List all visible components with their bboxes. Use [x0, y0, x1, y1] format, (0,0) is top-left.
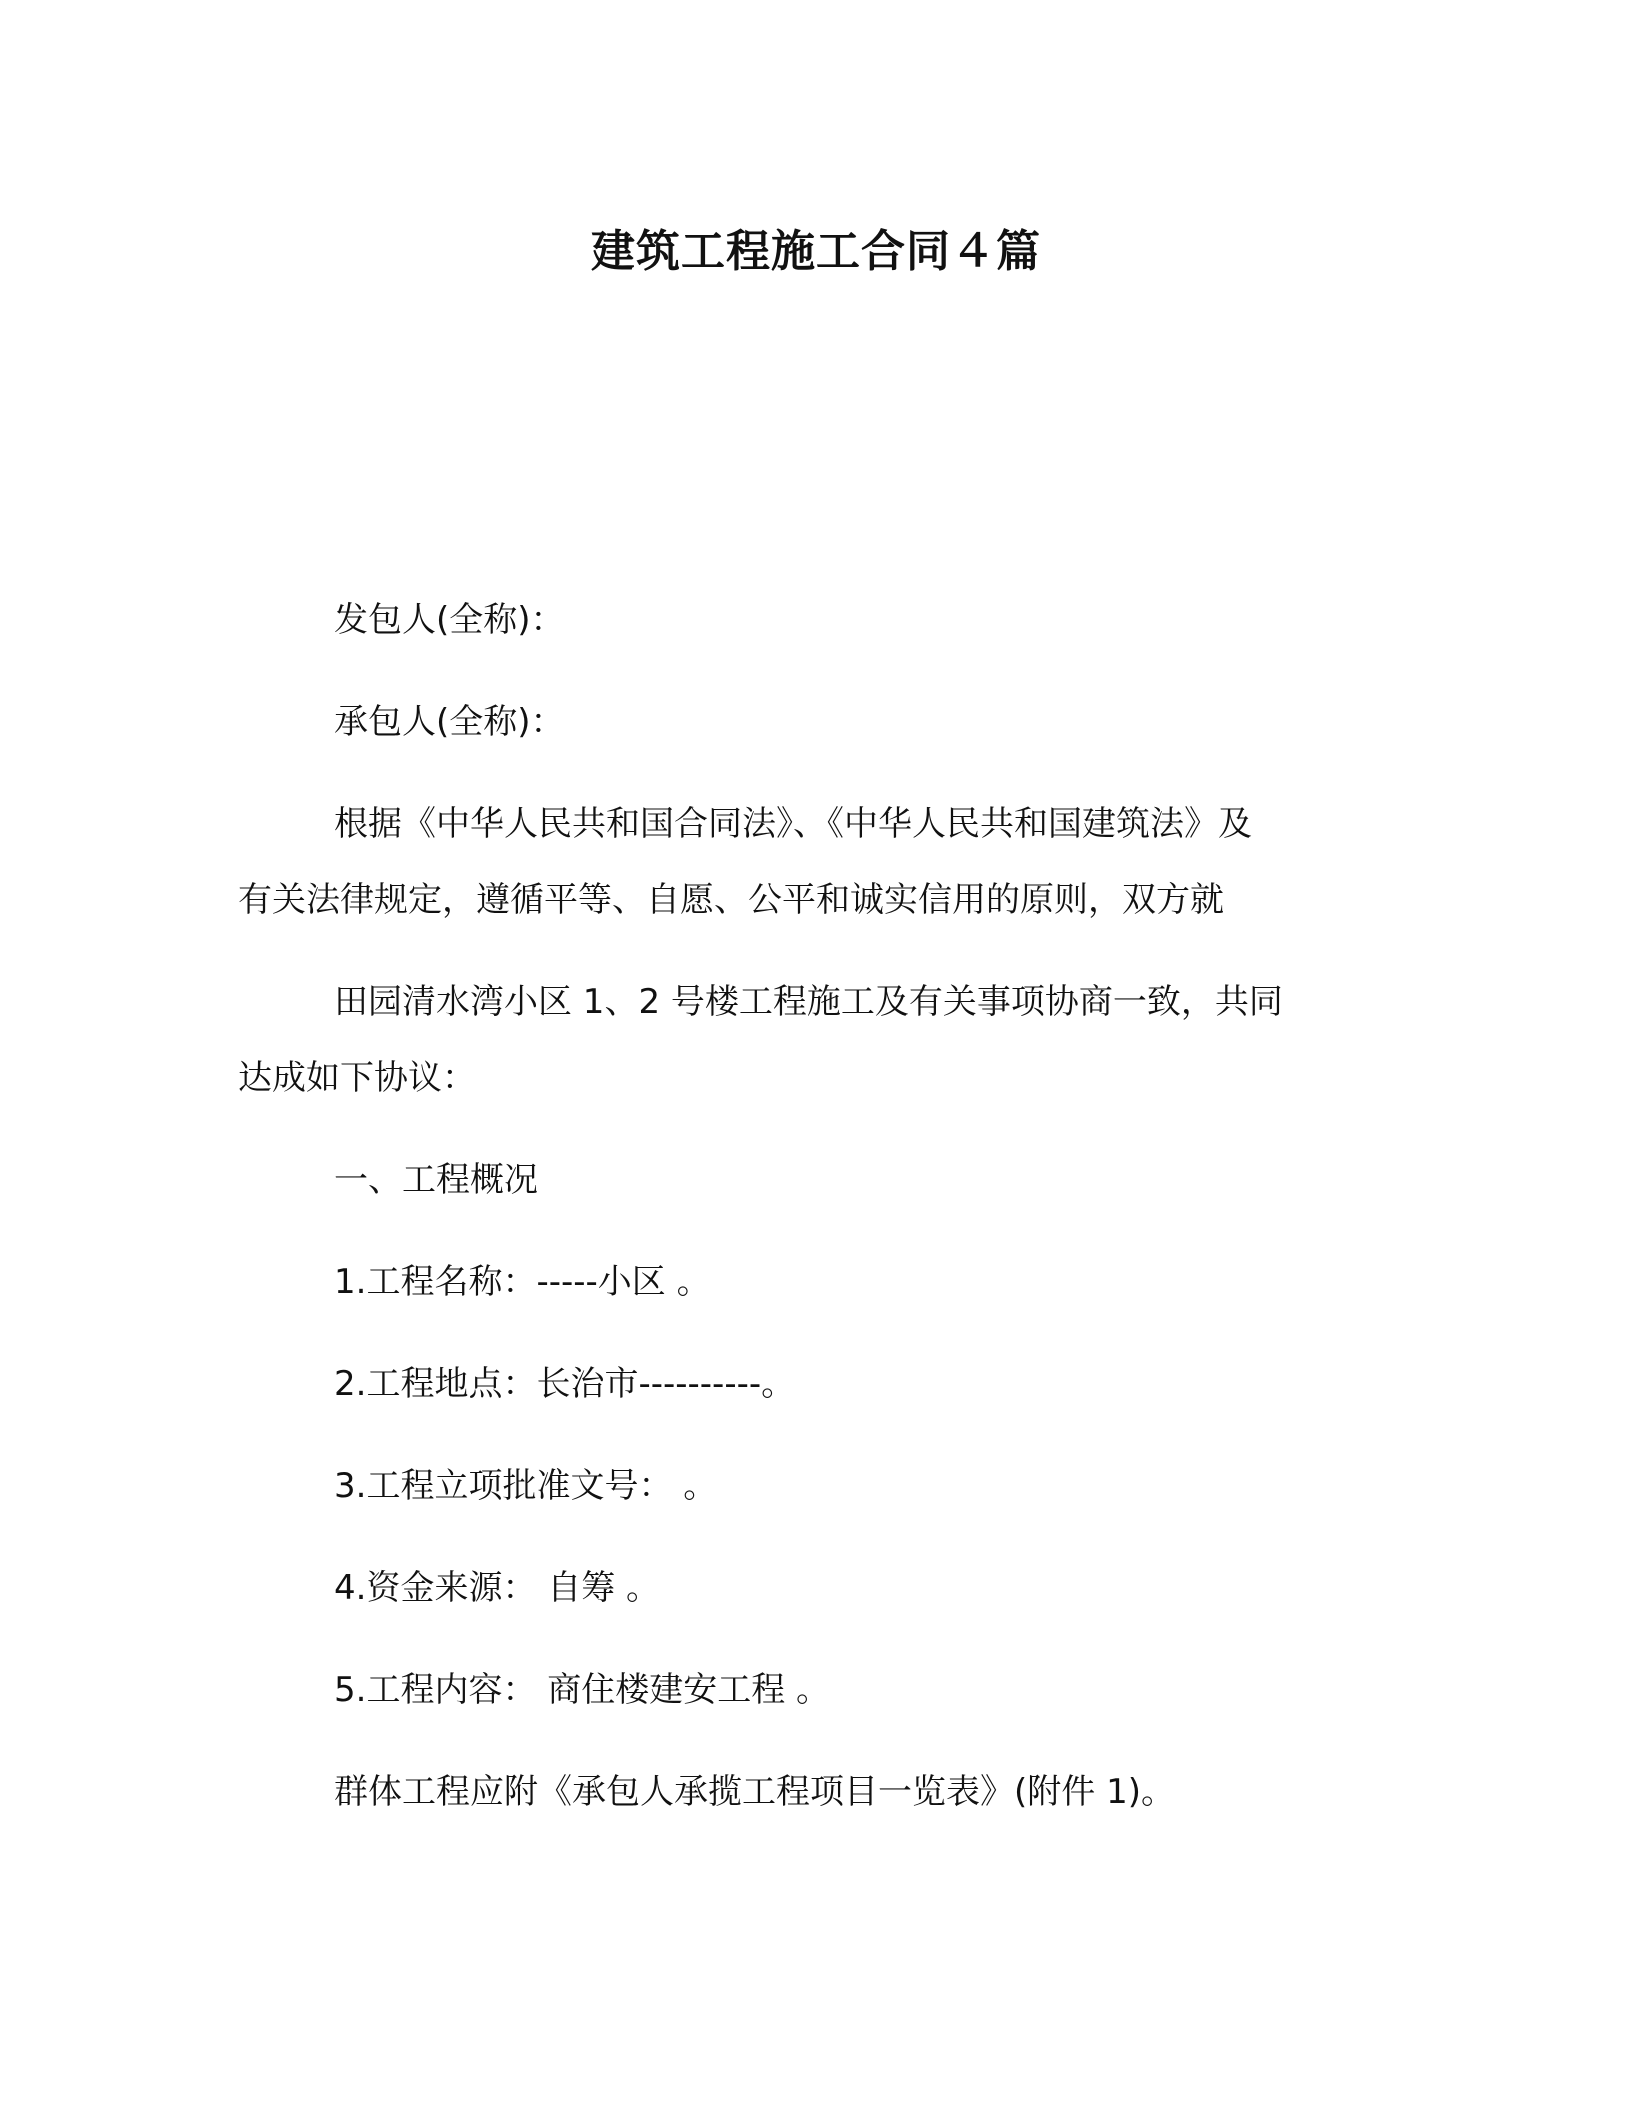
appendix-note-line: 群体工程应附《承包人承揽工程项目一览表》(附件 1)。 — [334, 1772, 1175, 1812]
funding-source-line: 4.资金来源： 自筹 。 — [334, 1568, 661, 1608]
project-content-line: 5.工程内容： 商住楼建安工程 。 — [334, 1670, 831, 1710]
document-title: 建筑工程施工合同４篇 — [591, 226, 1041, 277]
section-heading: 一、工程概况 — [334, 1160, 538, 1200]
preamble-line-4: 达成如下协议： — [238, 1058, 476, 1098]
project-name-line: 1.工程名称：-----小区 。 — [334, 1262, 711, 1302]
preamble-line-2: 有关法律规定，遵循平等、自愿、公平和诚实信用的原则，双方就 — [238, 880, 1224, 920]
project-location-line: 2.工程地点：长治市----------。 — [334, 1364, 796, 1404]
preamble-line-1: 根据《中华人民共和国合同法》、《中华人民共和国建筑法》及 — [334, 804, 1252, 844]
approval-number-line: 3.工程立项批准文号： 。 — [334, 1466, 718, 1506]
preamble-line-3: 田园清水湾小区 1、2 号楼工程施工及有关事项协商一致，共同 — [334, 982, 1283, 1022]
employer-line: 发包人(全称)： — [334, 600, 565, 640]
contractor-line: 承包人(全称)： — [334, 702, 565, 742]
